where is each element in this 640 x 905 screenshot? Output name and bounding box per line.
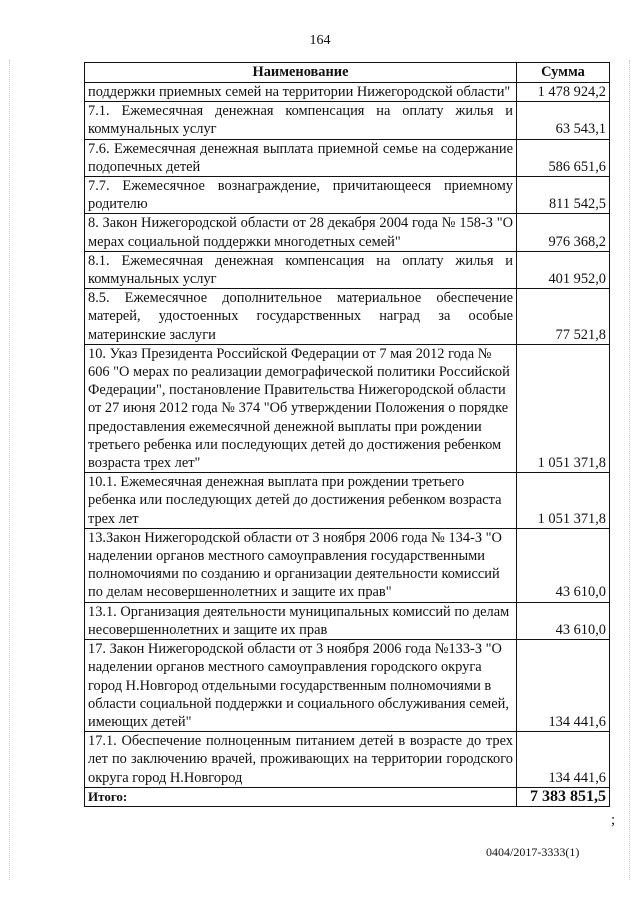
- table-header-row: [85, 63, 610, 83]
- table-row: [85, 177, 610, 214]
- row-sum: 586 651,6: [517, 139, 610, 176]
- row-sum: 63 543,1: [517, 102, 610, 139]
- row-name: поддержки приемных семей на территории Нижегородской области": [85, 83, 517, 102]
- table-row: [85, 139, 610, 176]
- row-sum: 43 610,0: [517, 528, 610, 602]
- row-name: 7.6. Ежемесячная денежная выплата приемной семье на содержание подопечных детей: [85, 139, 517, 176]
- total-row: [85, 787, 610, 806]
- row-name: 17.1. Обеспечение полноценным питанием детей в возрасте до трех лет по заключению врачей, проживающих на территории городского округа город Н.Новгород: [85, 732, 517, 788]
- total-label: Итого:: [85, 787, 517, 806]
- row-sum: 134 441,6: [517, 640, 610, 732]
- header-sum: Сумма: [517, 63, 610, 83]
- row-sum: 401 952,0: [517, 251, 610, 288]
- table-row: [85, 251, 610, 288]
- budget-table: [84, 62, 610, 807]
- document-code: 0404/2017-3333(1): [486, 845, 580, 859]
- table-row: [85, 83, 610, 102]
- row-name: 8.1. Ежемесячная денежная компенсация на оплату жилья и коммунальных услуг: [85, 251, 517, 288]
- row-sum: 1 478 924,2: [517, 83, 610, 102]
- row-name: 10.1. Ежемесячная денежная выплата при рождении третьего ребенка или последующих детей до достижения ребенком возраста трех лет: [85, 473, 517, 529]
- row-sum: 77 521,8: [517, 289, 610, 345]
- row-name: 8.5. Ежемесячное дополнительное материальное обеспечение матерей, удостоенных государственных наград за особые материнские заслуги: [85, 289, 517, 345]
- row-name: 13.Закон Нижегородской области от 3 ноября 2006 года № 134-З "О наделении органов местного самоуправления государственными полномочиями по созданию и организации деятельности комиссий по делам несовершеннолетних и защите их прав": [85, 528, 517, 602]
- row-name: 8. Закон Нижегородской области от 28 декабря 2004 года № 158-З "О мерах социальной поддержки многодетных семей": [85, 214, 517, 251]
- row-sum: 1 051 371,8: [517, 473, 610, 529]
- table-row: [85, 732, 610, 788]
- row-sum: 976 368,2: [517, 214, 610, 251]
- page-number: 164: [309, 33, 331, 48]
- row-name: 17. Закон Нижегородской области от 3 ноября 2006 года №133-З "О наделении органов местного самоуправления городского округа город Н.Новгород отдельными государственным полномочиями в области социальной поддержки и социального обслуживания семей, имеющих детей": [85, 640, 517, 732]
- row-name: 7.1. Ежемесячная денежная компенсация на оплату жилья и коммунальных услуг: [85, 102, 517, 139]
- table-row: [85, 289, 610, 345]
- table-row: [85, 602, 610, 639]
- trailing-semicolon: ;: [611, 812, 616, 828]
- row-name: 7.7. Ежемесячное вознаграждение, причитающееся приемному родителю: [85, 177, 517, 214]
- row-name: 10. Указ Президента Российской Федерации от 7 мая 2012 года № 606 "О мерах по реализации демографической политики Российской Федерации", постановление Правительства Нижегородской области от 27 июня 2012 года № 374 "Об утверждении Положения о порядке предоставления ежемесячной денежной выплаты при рождении третьего ребенка или последующих детей до достижения ребенком возраста трех лет": [85, 344, 517, 472]
- row-sum: 43 610,0: [517, 602, 610, 639]
- table-row: [85, 102, 610, 139]
- right-margin-line: [629, 60, 631, 880]
- table-row: [85, 528, 610, 602]
- total-sum: 7 383 851,5: [517, 787, 610, 806]
- table-row: [85, 344, 610, 472]
- row-name: 13.1. Организация деятельности муниципальных комиссий по делам несовершеннолетних и защите их прав: [85, 602, 517, 639]
- row-sum: 1 051 371,8: [517, 344, 610, 472]
- row-sum: 134 441,6: [517, 732, 610, 788]
- header-name: Наименование: [85, 63, 517, 83]
- row-sum: 811 542,5: [517, 177, 610, 214]
- table-row: [85, 214, 610, 251]
- table-row: [85, 473, 610, 529]
- table-row: [85, 640, 610, 732]
- left-margin-line: [9, 60, 11, 880]
